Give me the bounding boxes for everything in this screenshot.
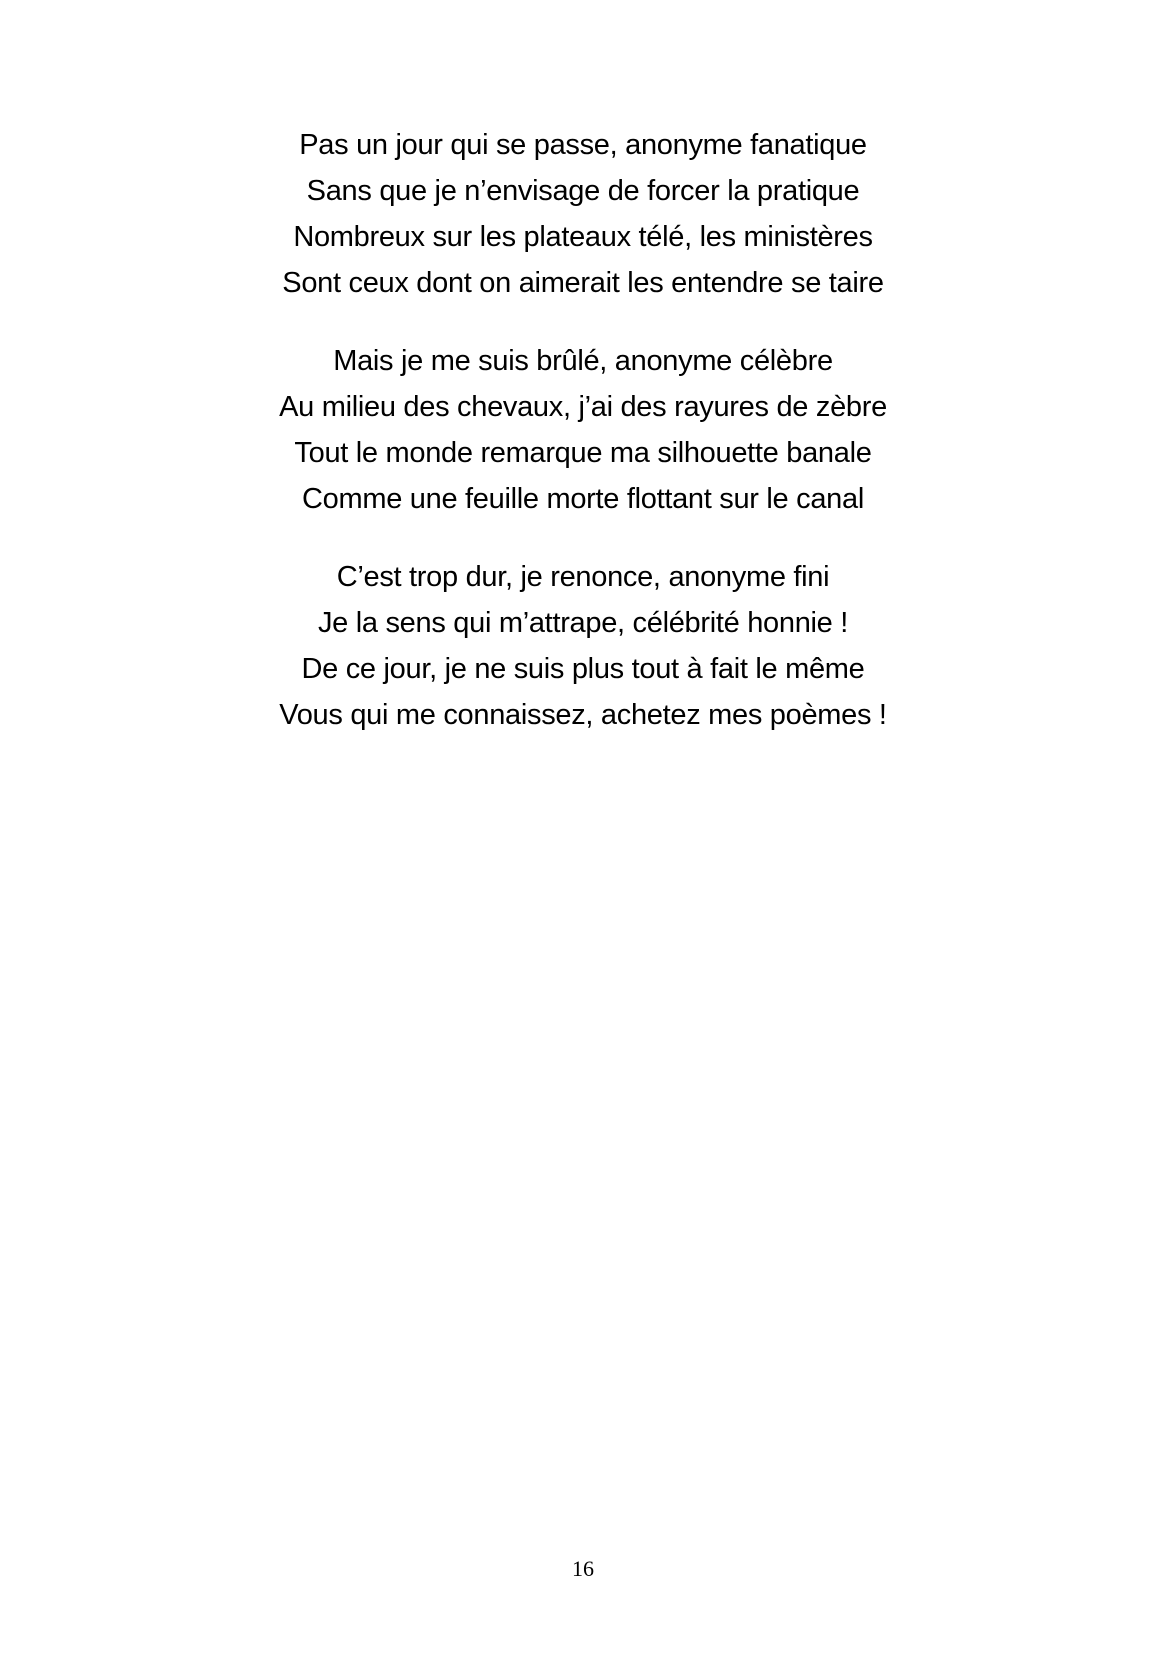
stanza-3 (0, 554, 1166, 738)
verse-line: Sont ceux dont on aimerait les entendre se taire (282, 267, 884, 299)
verse-line: Sans que je n’envisage de forcer la pratique (306, 175, 860, 207)
verse-line: Comme une feuille morte flottant sur le canal (302, 483, 864, 515)
verse-line: De ce jour, je ne suis plus tout à fait le même (301, 653, 865, 685)
verse-line: Nombreux sur les plateaux télé, les ministères (293, 221, 873, 253)
page-number: 16 (572, 1556, 594, 1581)
verse-line: Pas un jour qui se passe, anonyme fanatique (299, 129, 867, 161)
poem (0, 122, 1166, 770)
verse-line: Au milieu des chevaux, j’ai des rayures de zèbre (279, 391, 887, 423)
verse-line: Mais je me suis brûlé, anonyme célèbre (333, 345, 833, 377)
stanza-2 (0, 338, 1166, 522)
stanza-1 (0, 122, 1166, 306)
verse-line: Je la sens qui m’attrape, célébrité honnie ! (317, 607, 849, 639)
verse-line: Tout le monde remarque ma silhouette banale (294, 437, 872, 469)
verse-line: Vous qui me connaissez, achetez mes poèmes ! (279, 699, 887, 731)
verse-line: C’est trop dur, je renonce, anonyme fini (336, 561, 830, 593)
